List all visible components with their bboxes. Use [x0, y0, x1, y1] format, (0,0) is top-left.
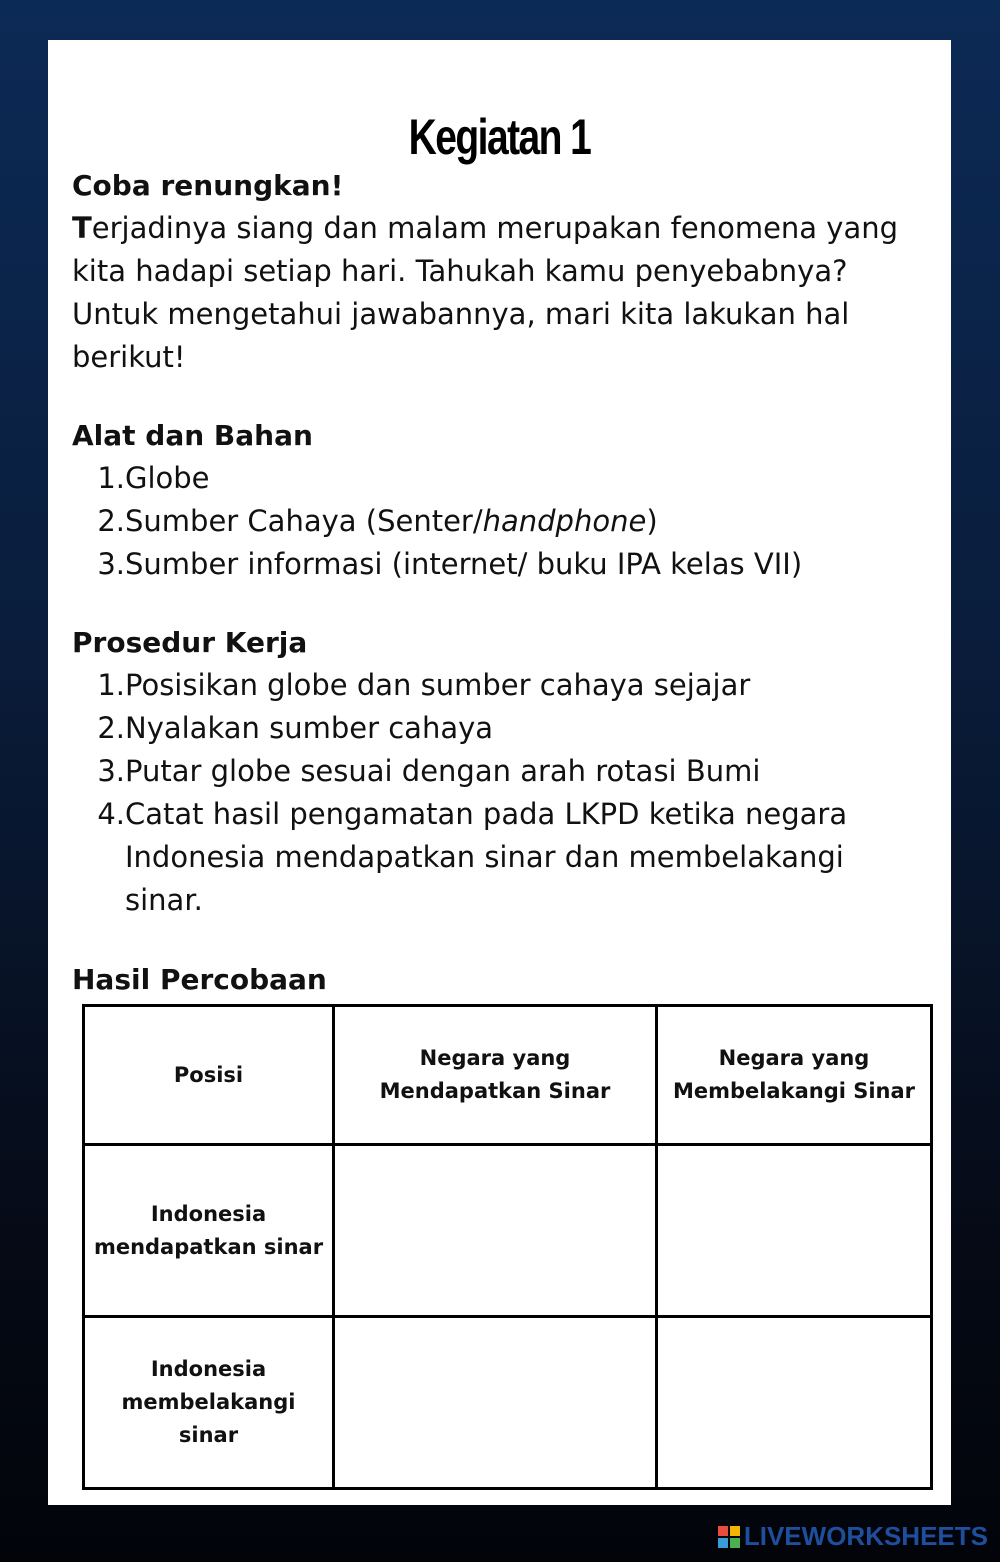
header-posisi: Posisi: [84, 1006, 334, 1145]
table-row: [84, 1145, 932, 1317]
results-section: [72, 958, 327, 1001]
logo-square: [730, 1526, 740, 1536]
logo-square: [730, 1538, 740, 1548]
list-item: [72, 543, 925, 586]
logo-square: [718, 1526, 728, 1536]
answer-cell-lit[interactable]: [334, 1317, 657, 1489]
item-text-italic: handphone: [482, 504, 647, 538]
results-heading: Hasil Percobaan: [72, 963, 327, 996]
item-text-part: Sumber Cahaya (Senter/: [125, 504, 483, 538]
row-position-label: Indonesia mendapatkan sinar: [84, 1145, 334, 1317]
table-header-row: [84, 1006, 932, 1145]
table-row: [84, 1317, 932, 1489]
intro-paragraph: [72, 207, 922, 379]
item-text: Posisikan globe dan sumber cahaya sejajar: [125, 668, 751, 702]
materials-heading: Alat dan Bahan: [72, 419, 313, 452]
materials-section: [72, 414, 925, 586]
list-item: [72, 793, 925, 922]
materials-list: [72, 457, 925, 586]
results-table: [82, 1004, 933, 1490]
item-text: Sumber informasi (internet/ buku IPA kelas VII): [125, 547, 803, 581]
procedure-list: [72, 664, 925, 922]
liveworksheets-brand[interactable]: [718, 1521, 988, 1552]
header-dark-countries: Negara yang Membelakangi Sinar: [657, 1006, 932, 1145]
brand-name: LIVEWORKSHEETS: [743, 1521, 988, 1551]
procedure-heading: Prosedur Kerja: [72, 626, 308, 659]
item-text: [125, 500, 925, 543]
item-number: 2.: [97, 504, 125, 538]
list-item: [72, 750, 925, 793]
list-item: [72, 457, 925, 500]
item-text: Catat hasil pengamatan pada LKPD ketika negara Indonesia mendapatkan sinar dan membelakangi sinar.: [125, 797, 848, 917]
answer-cell-dark[interactable]: [657, 1145, 932, 1317]
list-item: [72, 500, 925, 543]
procedure-section: [72, 621, 925, 922]
item-number: 1.: [97, 461, 125, 495]
item-text: Nyalakan sumber cahaya: [125, 711, 494, 745]
row-position-label: Indonesia membelakangi sinar: [84, 1317, 334, 1489]
list-item: [72, 664, 925, 707]
item-number: 2.: [97, 711, 125, 745]
liveworksheets-logo-icon: [718, 1526, 740, 1548]
answer-cell-dark[interactable]: [657, 1317, 932, 1489]
item-text-part: ): [646, 504, 658, 538]
list-item: [72, 707, 925, 750]
item-number: 1.: [97, 668, 125, 702]
page-title: Kegiatan 1: [408, 109, 591, 165]
logo-square: [718, 1538, 728, 1548]
answer-cell-lit[interactable]: [334, 1145, 657, 1317]
intro-section: [72, 164, 922, 379]
intro-first-letter: T: [72, 211, 92, 245]
header-lit-countries: Negara yang Mendapatkan Sinar: [334, 1006, 657, 1145]
item-number: 3.: [97, 547, 125, 581]
item-number: 3.: [97, 754, 125, 788]
item-text: Putar globe sesuai dengan arah rotasi Bumi: [125, 754, 761, 788]
item-text: Globe: [125, 461, 210, 495]
intro-heading: Coba renungkan!: [72, 169, 344, 202]
item-number: 4.: [97, 797, 125, 831]
intro-text: erjadinya siang dan malam merupakan fenomena yang kita hadapi setiap hari. Tahukah kamu penyebabnya? Untuk mengetahui jawabannya, mari kita lakukan hal berikut!: [72, 211, 899, 374]
